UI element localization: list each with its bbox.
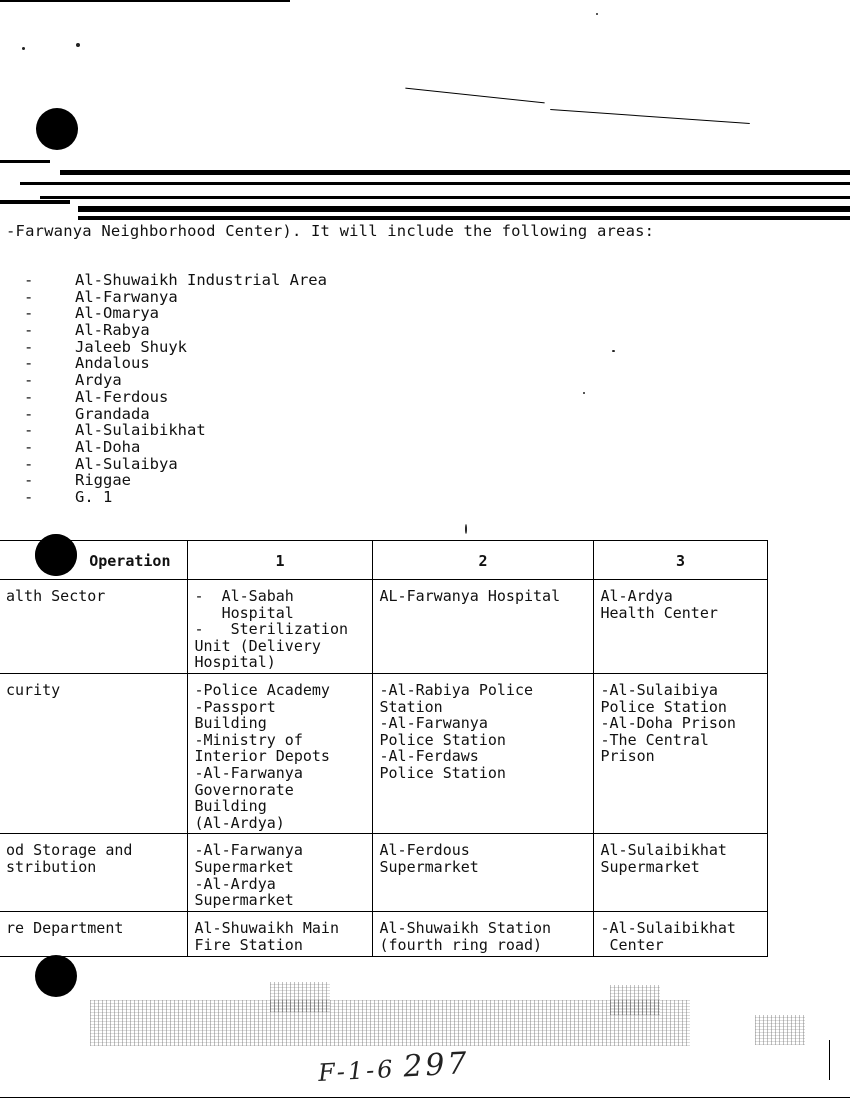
area-list bbox=[24, 272, 327, 506]
table-cell: Al-Shuwaikh Main Fire Station bbox=[187, 912, 372, 956]
redaction-bar-3 bbox=[20, 182, 850, 185]
list-item: - Al-Rabya bbox=[24, 321, 150, 340]
punch-hole-top bbox=[36, 108, 78, 150]
header-operation: Operation bbox=[0, 541, 187, 580]
redaction-bar-6 bbox=[78, 216, 850, 220]
table-cell: -Al-Rabiya Police Station -Al-Farwanya Police Station -Al-Ferdaws Police Station bbox=[372, 674, 593, 834]
table-cell: - Al-Sabah Hospital - Sterilization Unit (Delivery Hospital) bbox=[187, 580, 372, 674]
table-cell: Al-Sulaibikhat Supermarket bbox=[593, 834, 767, 912]
scan-noise bbox=[270, 982, 330, 1012]
scan-noise bbox=[610, 985, 660, 1015]
table-cell: AL-Farwanya Hospital bbox=[372, 580, 593, 674]
speck bbox=[22, 47, 25, 50]
right-edge-line bbox=[829, 1040, 830, 1080]
table-cell: -Al-Farwanya Supermarket -Al-Ardya Supermarket bbox=[187, 834, 372, 912]
list-item: - Al-Farwanya bbox=[24, 287, 178, 306]
intro-text: -Farwanya Neighborhood Center). It will include the following areas: bbox=[6, 222, 655, 240]
bottom-edge-line bbox=[0, 1097, 850, 1098]
list-item: - Riggae bbox=[24, 471, 131, 490]
redaction-bar-5 bbox=[78, 206, 850, 212]
header-col-2: 2 bbox=[372, 541, 593, 580]
punch-hole-middle-overlay bbox=[35, 534, 77, 576]
scan-noise bbox=[90, 1000, 690, 1046]
handwritten-code: F-1-6 bbox=[317, 1054, 397, 1087]
speck bbox=[465, 524, 467, 534]
table-cell: -Al-Sulaibikhat Center bbox=[593, 912, 767, 956]
header-col-1: 1 bbox=[187, 541, 372, 580]
speck bbox=[612, 350, 615, 352]
list-item: - Al-Omarya bbox=[24, 304, 159, 323]
list-item: - Jaleeb Shuyk bbox=[24, 337, 187, 356]
list-item: - Ardya bbox=[24, 371, 122, 390]
table-row bbox=[0, 674, 767, 834]
table-cell: Al-Ferdous Supermarket bbox=[372, 834, 593, 912]
scan-line-top bbox=[405, 88, 544, 104]
redaction-bar-1 bbox=[60, 170, 850, 175]
table-cell: -Police Academy -Passport Building -Ministry of Interior Depots -Al-Farwanya Governorate Building (Al-Ardya) bbox=[187, 674, 372, 834]
sector-cell: curity bbox=[0, 674, 187, 834]
speck bbox=[76, 43, 80, 47]
table-row bbox=[0, 912, 767, 956]
punch-hole-bottom bbox=[35, 955, 77, 997]
list-item: - Al-Ferdous bbox=[24, 387, 169, 406]
table-row bbox=[0, 580, 767, 674]
handwritten-page-number: 297 bbox=[402, 1046, 471, 1085]
list-item: - Al-Doha bbox=[24, 437, 141, 456]
table-header-row bbox=[0, 541, 767, 580]
redaction-bar-2 bbox=[0, 160, 50, 163]
left-edge-mark bbox=[0, 200, 70, 204]
scan-noise bbox=[755, 1015, 805, 1045]
list-item: - Al-Sulaibikhat bbox=[24, 421, 206, 440]
sector-cell: re Department bbox=[0, 912, 187, 956]
table-cell: Al-Shuwaikh Station (fourth ring road) bbox=[372, 912, 593, 956]
redaction-bar-4 bbox=[40, 196, 850, 199]
table-cell: -Al-Sulaibiya Police Station -Al-Doha Prison -The Central Prison bbox=[593, 674, 767, 834]
sector-cell: od Storage and stribution bbox=[0, 834, 187, 912]
sector-cell: alth Sector bbox=[0, 580, 187, 674]
scan-line-top-2 bbox=[550, 109, 750, 124]
speck bbox=[583, 392, 585, 394]
list-item: - Andalous bbox=[24, 354, 150, 373]
list-item: - G. 1 bbox=[24, 487, 113, 506]
speck bbox=[596, 13, 598, 15]
table-row bbox=[0, 834, 767, 912]
top-rule bbox=[0, 0, 290, 2]
operations-table bbox=[0, 540, 768, 957]
handwritten-page-mark bbox=[317, 1046, 470, 1089]
list-item: - Grandada bbox=[24, 404, 150, 423]
table-cell: Al-Ardya Health Center bbox=[593, 580, 767, 674]
list-item: - Al-Shuwaikh Industrial Area bbox=[24, 271, 327, 289]
header-col-3: 3 bbox=[593, 541, 767, 580]
list-item: - Al-Sulaibya bbox=[24, 454, 178, 473]
